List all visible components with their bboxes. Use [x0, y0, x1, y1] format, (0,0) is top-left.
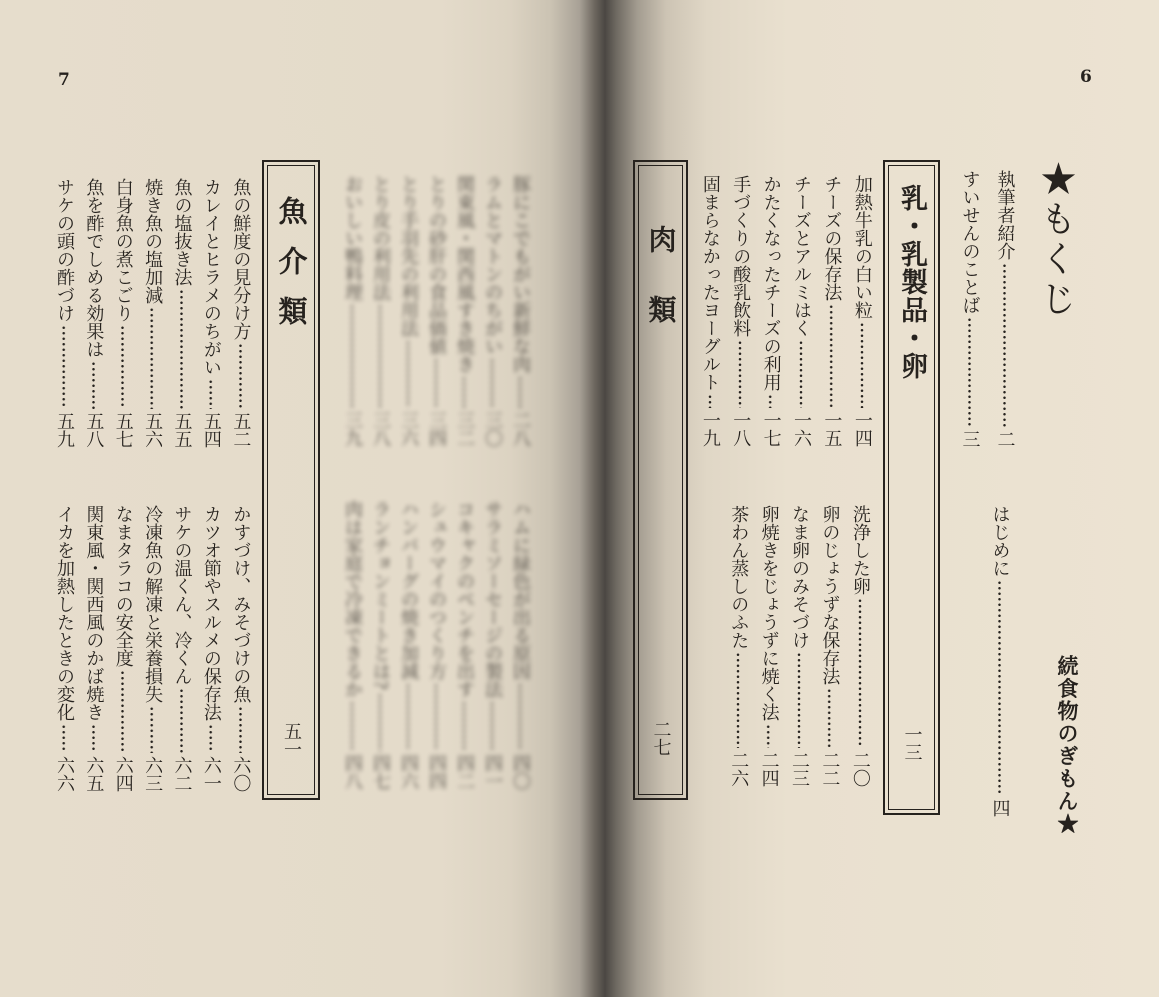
entry-title: 茶わん蒸しのふた	[728, 505, 750, 649]
entry-title: ランチョンミートとは?	[370, 500, 391, 690]
entry-page-number: 六〇	[230, 756, 252, 792]
toc-entry	[108, 505, 137, 792]
section-box-dairy	[883, 160, 940, 815]
toc-entry	[196, 178, 225, 448]
entry-title: イカを加熱したときの変化	[53, 505, 75, 721]
toc-entry	[478, 500, 506, 790]
dot-leader	[422, 358, 450, 408]
section-page-number: 五一	[281, 722, 302, 758]
entry-page-number: 六二	[171, 756, 193, 792]
dot-leader	[167, 688, 196, 753]
toc-entry	[450, 500, 478, 790]
entry-title: シュウマイのつくり方	[426, 500, 447, 680]
toc-entry	[394, 175, 422, 447]
dot-leader	[952, 317, 987, 427]
entry-page-number: 三九	[342, 411, 363, 447]
toc-entry	[394, 500, 422, 790]
left-page-number: 7	[58, 70, 70, 90]
entry-page-number: 一四	[851, 411, 873, 447]
fish-entries-bottom	[49, 505, 255, 792]
entry-page-number: 五四	[200, 412, 222, 448]
toc-entry	[422, 175, 450, 447]
entry-title: 加熱牛乳の白い粒	[851, 175, 873, 319]
section-box-fish	[262, 160, 320, 800]
toc-entry	[422, 500, 450, 790]
entry-page-number: 三四	[426, 411, 447, 447]
dot-leader	[79, 361, 108, 409]
dot-leader	[338, 304, 366, 408]
toc-entry	[786, 175, 816, 447]
dot-leader	[226, 706, 255, 753]
entry-title: とり手羽先の利用法	[398, 175, 419, 337]
toc-entry	[952, 170, 987, 448]
entry-page-number: 五九	[53, 412, 75, 448]
entry-title: 魚の鮮度の見分け方	[230, 178, 252, 340]
toc-entry	[167, 505, 196, 792]
entry-page-number: 二三	[789, 751, 811, 787]
entry-page-number: 二六	[728, 751, 750, 787]
toc-entry	[814, 505, 844, 787]
entry-title: サケの頭の酢づけ	[53, 178, 75, 322]
dairy-entries-top	[695, 175, 877, 447]
entry-title: 執筆者紹介	[994, 170, 1016, 260]
entry-page-number: 四一	[482, 754, 503, 790]
toc-entry	[137, 178, 166, 448]
entry-page-number: 四二	[454, 754, 475, 790]
section-title: 肉類	[644, 225, 678, 365]
meat-entries-bottom	[338, 500, 534, 790]
dot-leader	[196, 724, 225, 753]
section-title: 魚介類	[274, 196, 309, 346]
entry-page-number: 三八	[370, 411, 391, 447]
dot-leader	[725, 340, 755, 408]
entry-title: 関東風・関西風すき焼き	[454, 175, 475, 373]
entry-page-number: 五八	[83, 412, 105, 448]
entry-title: 固まらなかったヨーグルト	[699, 175, 721, 391]
toc-entry	[338, 175, 366, 447]
toc-entry	[49, 505, 78, 792]
toc-entry	[108, 178, 137, 448]
toc-entry	[226, 178, 255, 448]
toc-entry	[167, 178, 196, 448]
dot-leader	[137, 706, 166, 753]
front-matter-list	[952, 170, 1022, 448]
entry-title: 豚にこでもがい新鮮な肉	[510, 175, 531, 373]
dot-leader	[816, 304, 846, 408]
toc-entry	[723, 505, 753, 787]
toc-entry	[137, 505, 166, 792]
entry-title: サラミソーセージの製法	[482, 500, 503, 698]
toc-entry	[987, 170, 1022, 448]
entry-title: すいせんのことば	[959, 170, 981, 314]
entry-title: 関東風・関西風のかば焼き	[83, 505, 105, 721]
section-page-number: 一三	[901, 725, 923, 761]
entry-page-number: 五五	[171, 412, 193, 448]
dot-leader	[394, 683, 422, 751]
toc-entry	[695, 175, 725, 447]
entry-page-number: 六六	[53, 756, 75, 792]
entry-title: コキャクのベンチを出す	[454, 500, 475, 698]
entry-page-number: 三二	[454, 411, 475, 447]
entry-page-number: 四〇	[510, 754, 531, 790]
entry-title: カレイとヒラメのちがい	[200, 178, 222, 376]
toc-entry	[366, 175, 394, 447]
entry-title: はじめに	[989, 505, 1011, 577]
dot-leader	[847, 322, 877, 408]
entry-page-number: 六三	[142, 756, 164, 792]
toc-entry	[366, 500, 394, 790]
entry-page-number: 二〇	[849, 751, 871, 787]
dot-leader	[695, 394, 725, 408]
dot-leader	[422, 683, 450, 751]
dot-leader	[982, 580, 1017, 796]
dot-leader	[108, 670, 137, 753]
toc-entry	[478, 175, 506, 447]
entry-page-number: 一七	[760, 411, 782, 447]
entry-title: かすづけ、みそづけの魚	[230, 505, 252, 703]
entry-page-number: 五六	[142, 412, 164, 448]
toc-entry	[338, 500, 366, 790]
entry-title: なまタラコの安全度	[112, 505, 134, 667]
dot-leader	[338, 701, 366, 751]
dot-leader	[366, 304, 394, 408]
toc-entry	[79, 178, 108, 448]
entry-title: ハムに緑色が出る原因	[510, 500, 531, 680]
dot-leader	[226, 343, 255, 409]
fish-entries-top	[49, 178, 255, 448]
toc-entry	[450, 175, 478, 447]
entry-title: 焼き魚の塩加減	[142, 178, 164, 304]
entry-title: とりの砂肝の食品価値	[426, 175, 447, 355]
entry-page-number: 六四	[112, 756, 134, 792]
entry-page-number: 六一	[200, 756, 222, 792]
entry-title: 冷凍魚の解凍と栄養損失	[142, 505, 164, 703]
dot-leader	[755, 394, 785, 408]
entry-page-number: 四六	[398, 754, 419, 790]
toc-entry	[226, 505, 255, 792]
section-page-number: 二七	[650, 720, 672, 756]
entry-page-number: 一五	[821, 411, 843, 447]
dot-leader	[814, 688, 844, 748]
intro-list	[982, 505, 1017, 817]
entry-page-number: 三	[959, 430, 981, 448]
dot-leader	[79, 724, 108, 753]
entry-page-number: 四四	[426, 754, 447, 790]
entry-title: 洗浄した卵	[849, 505, 871, 595]
dot-leader	[478, 358, 506, 408]
entry-title: 卵焼きをじょうずに焼く法	[758, 505, 780, 721]
entry-page-number: 四	[989, 799, 1011, 817]
entry-page-number: 三〇	[482, 411, 503, 447]
entry-page-number: 六五	[83, 756, 105, 792]
entry-page-number: 五七	[112, 412, 134, 448]
dot-leader	[196, 379, 225, 409]
entry-page-number: 一八	[730, 411, 752, 447]
entry-title: ハンバーグの焼き加減	[398, 500, 419, 680]
section-title: 乳・乳製品・卵	[896, 184, 927, 380]
toc-entry	[753, 505, 783, 787]
right-page-number: 6	[1080, 67, 1092, 87]
toc-entry	[506, 500, 534, 790]
dot-leader	[506, 376, 534, 408]
toc-entry	[816, 175, 846, 447]
dot-leader	[450, 701, 478, 751]
dot-leader	[108, 325, 137, 409]
toc-entry	[79, 505, 108, 792]
toc-entry	[49, 178, 78, 448]
dairy-entries-bottom	[723, 505, 875, 787]
entry-page-number: 二八	[510, 411, 531, 447]
toc-entry	[784, 505, 814, 787]
entry-title: 白身魚の煮こごり	[112, 178, 134, 322]
toc-entry	[506, 175, 534, 447]
dot-leader	[450, 376, 478, 408]
dot-leader	[506, 683, 534, 751]
toc-entry	[755, 175, 785, 447]
dot-leader	[394, 340, 422, 408]
entry-title: 手づくりの酸乳飲料	[730, 175, 752, 337]
dot-leader	[366, 693, 394, 751]
dot-leader	[786, 340, 816, 408]
dot-leader	[478, 701, 506, 751]
toc-heading: ★もくじ	[1035, 160, 1076, 320]
entry-page-number: 二四	[758, 751, 780, 787]
meat-entries-top	[338, 175, 534, 447]
entry-page-number: 四七	[370, 754, 391, 790]
dot-leader	[167, 289, 196, 409]
toc-entry	[982, 505, 1017, 817]
entry-page-number: 三六	[398, 411, 419, 447]
dot-leader	[137, 307, 166, 409]
entry-title: 魚の塩抜き法	[171, 178, 193, 286]
toc-entry	[847, 175, 877, 447]
entry-page-number: 二	[994, 430, 1016, 448]
dot-leader	[49, 325, 78, 409]
toc-entry	[725, 175, 755, 447]
dot-leader	[987, 263, 1022, 427]
dot-leader	[723, 652, 753, 748]
book-title: 続食物のぎもん★	[1055, 655, 1080, 835]
entry-page-number: 一六	[791, 411, 813, 447]
entry-title: 卵のじょうずな保存法	[819, 505, 841, 685]
entry-page-number: 五二	[230, 412, 252, 448]
entry-title: ラムとマトンのちがい	[482, 175, 503, 355]
entry-page-number: 四八	[342, 754, 363, 790]
dot-leader	[845, 598, 875, 748]
entry-title: おいしい鴨料理	[342, 175, 363, 301]
entry-title: カツオ節やスルメの保存法	[200, 505, 222, 721]
entry-title: 肉は家庭で冷凍できるか	[342, 500, 363, 698]
section-box-meat	[633, 160, 688, 800]
entry-page-number: 二二	[819, 751, 841, 787]
dot-leader	[753, 724, 783, 748]
entry-title: サケの温くん、冷くん	[171, 505, 193, 685]
entry-title: チーズの保存法	[821, 175, 843, 301]
toc-entry	[196, 505, 225, 792]
entry-title: なま卵のみそづけ	[789, 505, 811, 649]
dot-leader	[784, 652, 814, 748]
dot-leader	[49, 724, 78, 753]
entry-title: かたくなったチーズの利用	[760, 175, 782, 391]
entry-title: とり皮の利用法	[370, 175, 391, 301]
entry-title: 魚を酢でしめる効果は	[83, 178, 105, 358]
entry-page-number: 一九	[699, 411, 721, 447]
entry-title: チーズとアルミはく	[791, 175, 813, 337]
toc-entry	[845, 505, 875, 787]
